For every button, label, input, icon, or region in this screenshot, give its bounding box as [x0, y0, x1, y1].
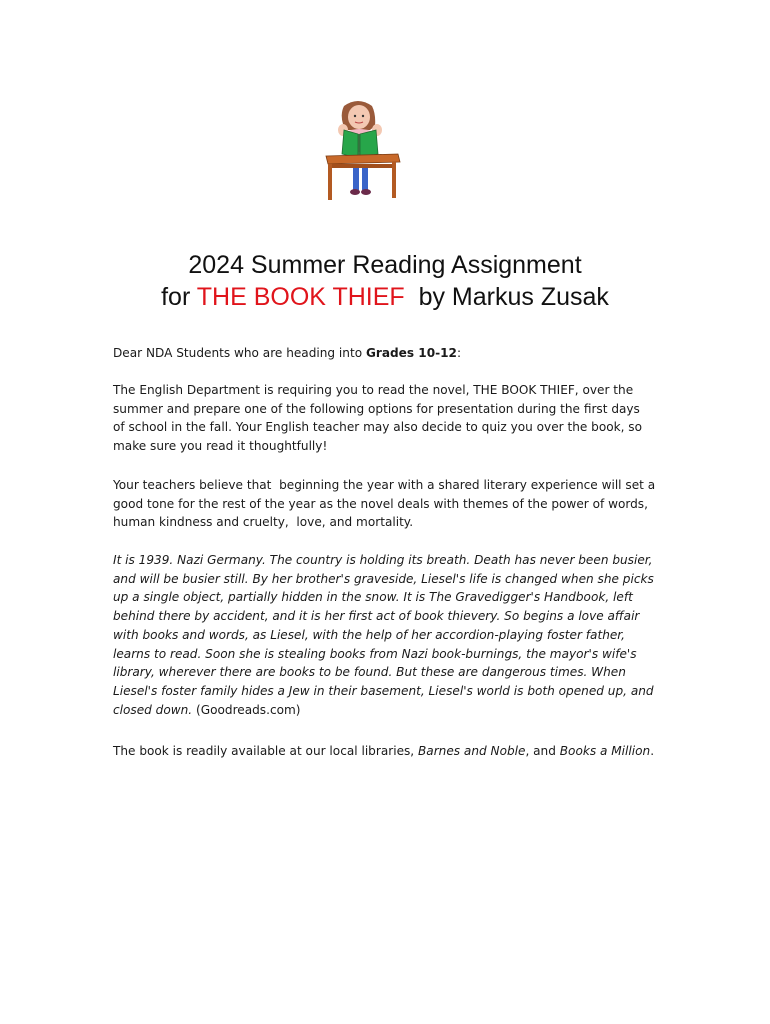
girl-reading-illustration	[322, 100, 402, 204]
synopsis-line: behind there by accident, and it is her first act of book thievery. So begins a love affair	[113, 609, 640, 624]
paragraph-line: make sure you read it thoughtfully!	[113, 439, 328, 454]
greeting-text: Dear NDA Students who are heading into	[113, 346, 366, 360]
synopsis-line: and will be busier still. By her brother's graveside, Liesel's life is changed when she picks	[113, 571, 654, 586]
synopsis-end: closed down.	[113, 702, 196, 717]
assignment-subtitle	[0, 282, 770, 313]
synopsis-line: It is 1939. Nazi Germany. The country is holding its breath. Death has never been busier,	[113, 553, 653, 567]
book-title: THE BOOK THIEF	[196, 283, 405, 311]
author-byline: by Markus Zusak	[404, 283, 609, 311]
paragraph-line: The English Department is requiring you to read the novel, THE BOOK THIEF, over the	[113, 383, 634, 397]
paragraph-line: summer and prepare one of the following options for presentation during the first days	[113, 401, 640, 416]
synopsis-line: library, wherever there are books to be found. But these are dangerous times. When	[113, 665, 626, 680]
paragraph-line: Your teachers believe that beginning the year with a shared literary experience will set a	[113, 478, 656, 492]
greeting-grades: Grades 10-12	[365, 346, 457, 360]
store-barnes-and-noble: Barnes and Noble	[418, 744, 526, 758]
paragraph-line: of school in the fall. Your English teacher may also decide to quiz you over the book, so	[113, 420, 643, 435]
availability-text: The book is readily available at our local libraries,	[113, 744, 418, 758]
greeting	[113, 344, 673, 363]
synopsis-line-last	[113, 701, 673, 720]
synopsis-line: with books and words, as Liesel, with the help of her accordion-playing foster father,	[113, 627, 626, 642]
paragraph-rationale	[113, 476, 673, 532]
subtitle-for: for	[161, 283, 197, 311]
greeting-colon: :	[456, 346, 462, 360]
paragraph-availability	[113, 742, 673, 761]
synopsis-line: up a single object, partially hidden in the snow. It is The Gravedigger's Handbook, left	[113, 590, 633, 605]
store-books-a-million: Books a Million	[559, 744, 651, 758]
paragraph-requirement	[113, 381, 673, 456]
assignment-title: 2024 Summer Reading Assignment	[188, 251, 582, 279]
synopsis-line: learns to read. Soon she is stealing books from Nazi book-burnings, the mayor's wife's	[113, 646, 637, 661]
paragraph-synopsis	[113, 551, 673, 719]
synopsis-line: Liesel's foster family hides a Jew in their basement, Liesel's world is both opened up, and	[113, 683, 654, 698]
availability-period: .	[650, 744, 655, 758]
paragraph-line: good tone for the rest of the year as the novel deals with themes of the power of words,	[113, 496, 648, 511]
paragraph-line: human kindness and cruelty, love, and mortality.	[113, 515, 414, 530]
synopsis-source: (Goodreads.com)	[196, 702, 301, 717]
availability-and: , and	[525, 744, 560, 758]
